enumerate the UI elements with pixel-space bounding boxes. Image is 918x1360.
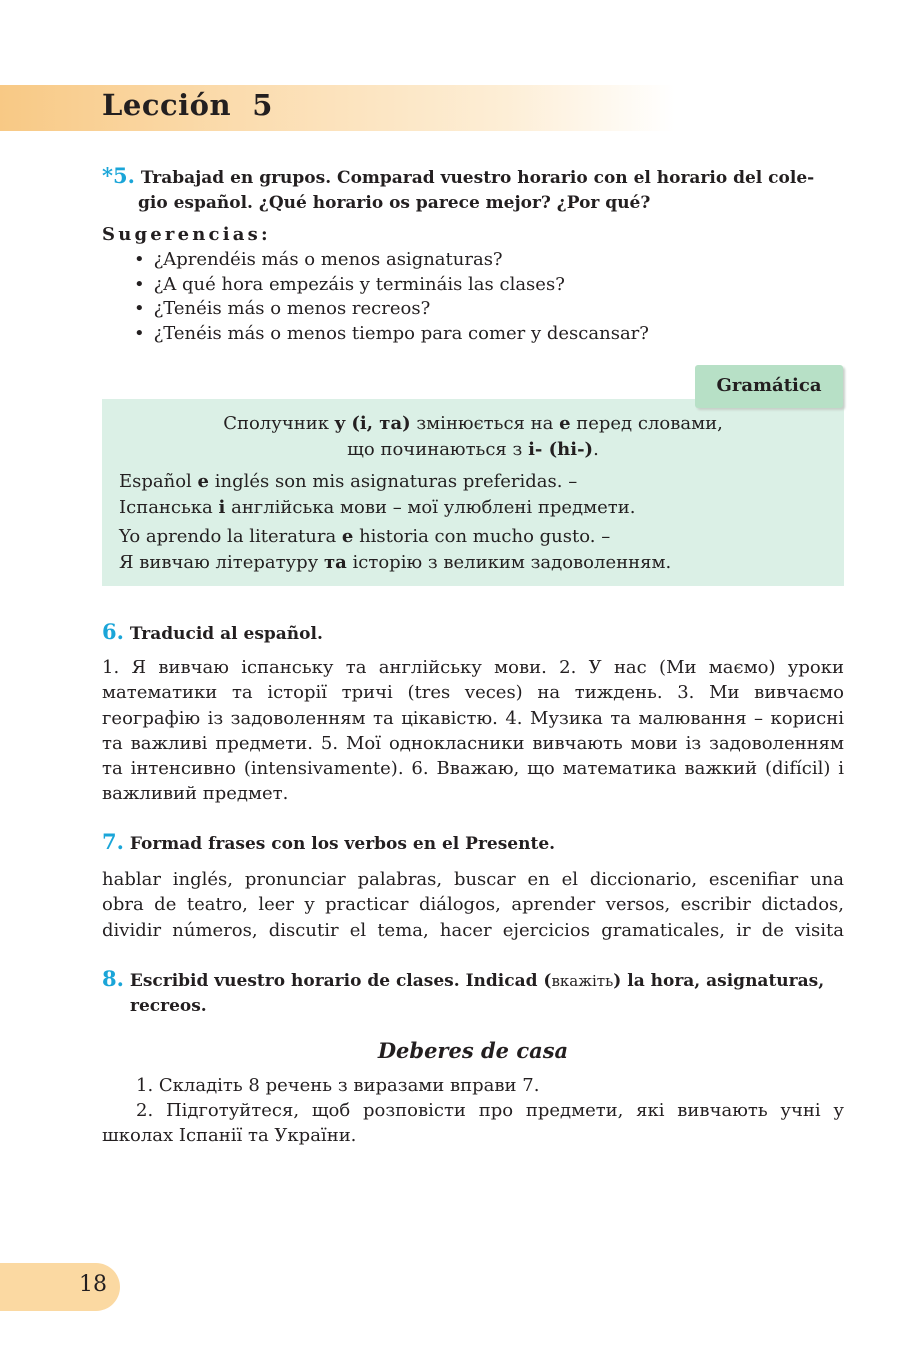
grammar-rule-text: що починаються з [347, 439, 529, 460]
grammar-example-text: inglés son mis asignaturas preferidas. – [209, 471, 578, 492]
grammar-example-text: історію з великим задоволенням. [346, 551, 672, 573]
grammar-example-1 [119, 469, 635, 520]
page-number: 18 [79, 1272, 107, 1297]
exercise-6-heading [102, 619, 847, 647]
paragraph-line: та інтенсивно (intensivamente). 6. Вважаю, що математика важкий (difícil) і [102, 758, 844, 780]
paragraph-line: математики та історії тричі (tres veces) на тиждень. 3. Ми вивчаємо [102, 682, 844, 704]
homework-title: Deberes de casa [377, 1038, 569, 1063]
grammar-example-text: Я вивчаю літературу [119, 551, 324, 573]
exercise-6-instruction: Traducid al español. [129, 624, 323, 644]
exercise-8 [102, 966, 847, 1019]
exercise-7-number: 7. [102, 829, 124, 854]
grammar-box [102, 399, 844, 586]
exercise-8-hint: вкажіть [551, 972, 614, 990]
exercise-8-number: 8. [102, 966, 124, 991]
grammar-rule-bold: y (i, та) [334, 413, 411, 434]
paragraph-line: dividir números, discutir el tema, hacer ejercicios gramaticales, ir de visita [102, 919, 844, 941]
exercise-5-star: * [102, 163, 113, 188]
grammar-example-text: Español [119, 471, 198, 492]
exercise-8-text: Escribid vuestro horario de clases. Indicad ( [129, 971, 552, 991]
grammar-rule-text: . [593, 439, 599, 460]
grammar-example-2 [119, 524, 671, 575]
list-item: • ¿Tenéis más o menos tiempo para comer y descansar? [134, 322, 649, 347]
homework-item-2-cont: школах Іспанії та України. [102, 1125, 357, 1146]
homework-list [102, 1073, 844, 1148]
paragraph-line: 1. Я вивчаю іспанську та англійську мови. 2. У нас (Ми маємо) уроки [102, 657, 844, 678]
paragraph-line: obra de teatro, leer y practicar diálogos, aprender versos, escribir dictados, [102, 894, 844, 916]
exercise-6-text [102, 655, 844, 807]
exercise-5-line-1: Trabajad en grupos. Comparad vuestro horario con el horario del cole- [140, 168, 815, 188]
sugerencias-list [134, 248, 649, 346]
exercise-7-text [102, 867, 844, 943]
grammar-example-text: Іспанська [119, 496, 219, 518]
exercise-5-line-2: gio español. ¿Qué horario os parece mejor? ¿Por qué? [138, 193, 651, 213]
grammar-rule-text: змінюється на [410, 413, 560, 434]
exercise-8-text: ) la hora, asignaturas, [613, 971, 825, 991]
grammar-tab: Gramática [695, 365, 843, 408]
exercise-8-line-2: recreos. [130, 996, 207, 1016]
grammar-example-bold: і [218, 496, 226, 518]
grammar-example-text: Yo aprendo la literatura [119, 526, 342, 547]
exercise-5 [102, 163, 847, 216]
list-item: • ¿Tenéis más o menos recreos? [134, 297, 649, 322]
paragraph-line: географію із задоволенням та цікавістю. 4. Музика та малювання – корисні [102, 707, 844, 729]
grammar-example-text: англійська мови – мої улюблені предмети. [225, 496, 636, 518]
grammar-example-bold: та [324, 551, 347, 573]
lesson-title: Lección 5 [102, 88, 273, 122]
grammar-example-bold: e [341, 526, 354, 547]
exercise-7-instruction: Formad frases con los verbos en el Presente. [129, 834, 556, 854]
grammar-example-bold: e [197, 471, 209, 492]
grammar-example-text: historia con mucho gusto. – [353, 526, 611, 547]
homework-item-1: 1. Складіть 8 речень з виразами вправи 7. [136, 1075, 540, 1096]
paragraph-line: та важливі предмети. 5. Мої однокласники вивчають мови із задоволенням [102, 732, 844, 754]
sugerencias-title: Sugerencias: [102, 224, 271, 245]
grammar-rule [102, 411, 844, 463]
homework-item-2: 2. Підготуйтеся, щоб розповісти про предмети, які вивчають учні у [136, 1100, 844, 1121]
grammar-rule-text: перед словами, [570, 413, 723, 434]
grammar-rule-text: Сполучник [223, 413, 335, 434]
paragraph-line: hablar inglés, pronunciar palabras, buscar en el diccionario, escenifiar una [102, 869, 844, 890]
exercise-6-number: 6. [102, 619, 124, 644]
exercise-5-number: 5. [112, 163, 135, 188]
list-item: • ¿A qué hora empezáis y termináis las clases? [134, 273, 649, 298]
grammar-rule-bold: e [559, 413, 571, 434]
paragraph-line: важливий предмет. [102, 783, 289, 805]
exercise-7-heading [102, 829, 847, 857]
grammar-rule-bold: i- (hi-) [528, 439, 594, 460]
list-item: • ¿Aprendéis más o menos asignaturas? [134, 248, 649, 273]
